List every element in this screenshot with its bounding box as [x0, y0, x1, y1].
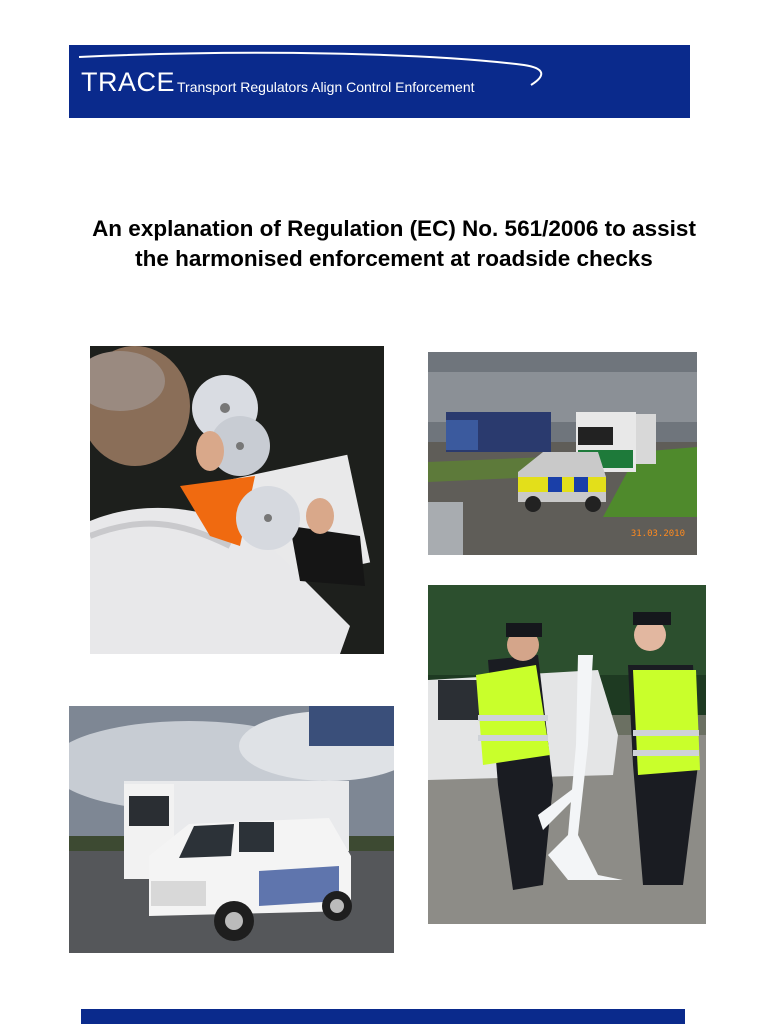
trace-banner	[69, 45, 690, 118]
banner-acronym: TRACE	[81, 67, 176, 97]
roadside-check-police-car-photo	[428, 352, 697, 555]
photo-date-stamp: 31.03.2010	[630, 529, 685, 539]
footer-bar	[81, 1009, 685, 1024]
document-title: An explanation of Regulation (EC) No. 561/2006 to assist the harmonised enforcement at roadside checks	[92, 216, 696, 271]
officers-examining-printout-photo	[428, 585, 706, 924]
tachograph-inspection-photo	[90, 346, 384, 654]
banner-tagline: Transport Regulators Align Control Enforcement	[177, 79, 475, 95]
enforcement-vehicles-photo	[69, 706, 394, 953]
